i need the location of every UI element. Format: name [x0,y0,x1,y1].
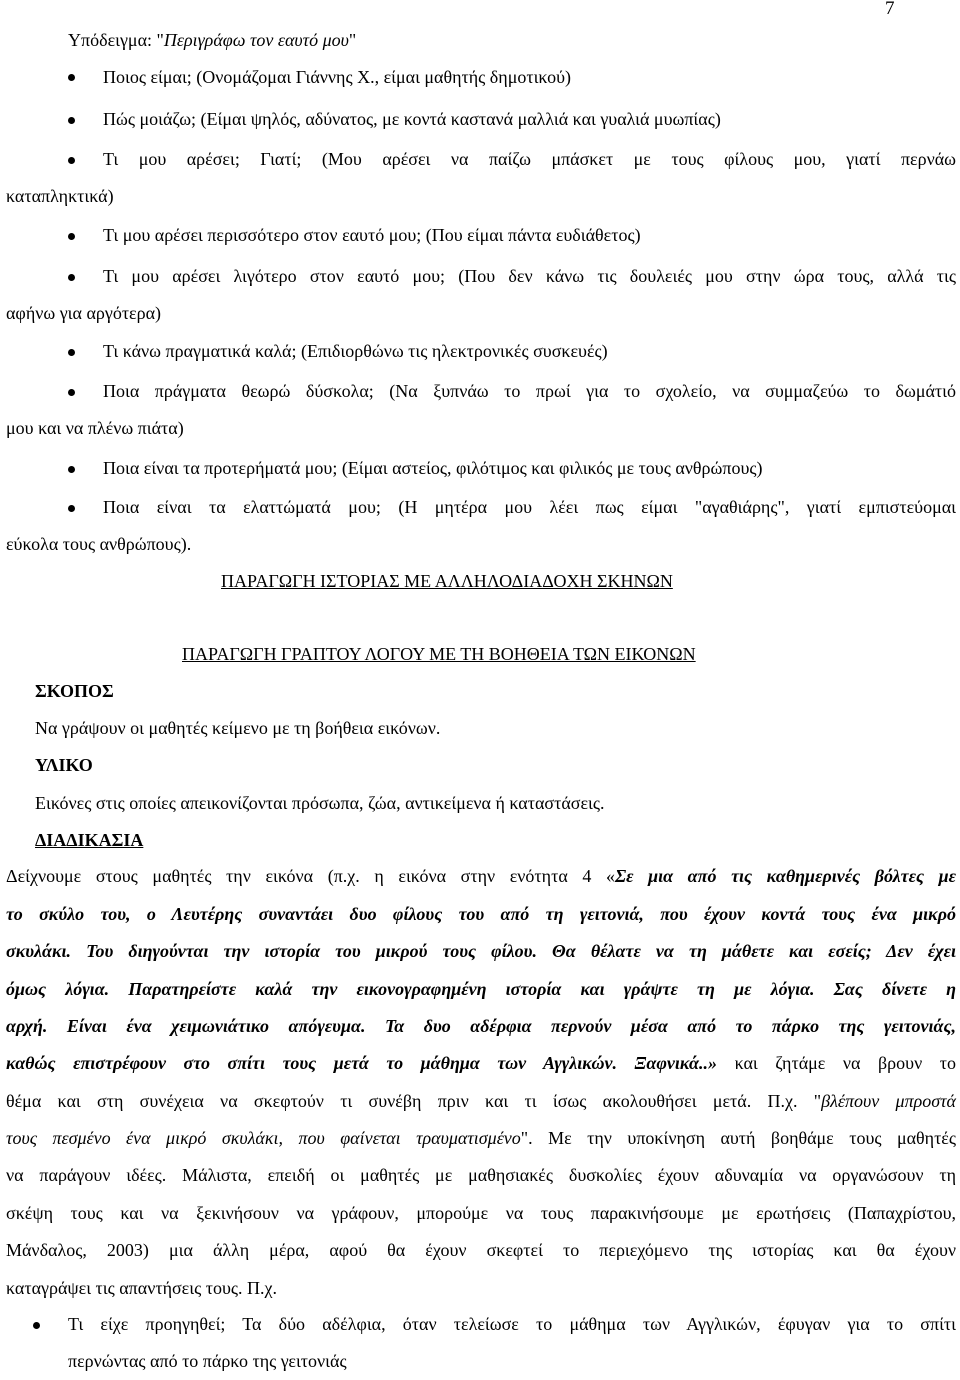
list-item: Τι μου αρέσει λιγότερο στον εαυτό μου; (Που δεν κάνω τις δουλειές μου στην ώρα τους, αλλά τις [103,266,956,286]
scope-text: Να γράψουν οι μαθητές κείμενο με τη βοήθεια εικόνων. [35,718,441,738]
list-item: Ποια είναι τα ελαττώματά μου; (Η μητέρα μου λέει πως είμαι "αγαθιάρης", γιατί εμπιστεύομαι [103,497,956,517]
procedure-line [6,1045,956,1082]
procedure-heading: ΔΙΑΔΙΚΑΣΙΑ [35,830,144,850]
procedure-quote-line: το σκύλο του, ο Λευτέρης συναντάει δυο φίλους του από τη γειτονιά, που έχουν κοντά τους ένα μικρό [6,904,956,924]
scope-heading: ΣΚΟΠΟΣ [35,681,114,701]
procedure-line [6,1120,956,1157]
procedure-text: θέμα και στη συνέχεια να σκεφτούν τι συνέβη πριν και τι ίσως ακολουθήσει μετά. Π.χ. " [6,1091,822,1111]
bullet-icon [68,117,75,124]
bullet-icon [68,157,75,164]
procedure-line: σκέψη τους και να ξεκινήσουν να γράφουν, μπορούμε να τους παρακινήσουμε με ερωτήσεις (Παπαχρίστου, [6,1203,956,1223]
procedure-quote: Σε μια από τις καθημερινές βόλτες με [614,866,957,886]
list-item-continuation: καταπληκτικά) [6,186,114,206]
example-label [68,22,356,59]
procedure-text: ". Με την υποκίνηση αυτή βοηθάμε τους μαθητές [520,1128,956,1148]
bullet-icon [33,1322,40,1329]
example-prefix: Υπόδειγμα: " [68,30,164,50]
procedure-text: και ζητάμε να βρουν το [717,1053,956,1073]
procedure-line: να παράγουν ιδέες. Μάλιστα, επειδή οι μαθητές με μαθησιακές δυσκολίες έχουν αδυναμία να οργανώσουν τη [6,1165,956,1185]
bullet-icon [68,274,75,281]
list-item: Τι είχε προηγηθεί; Τα δύο αδέλφια, όταν τελείωσε το μάθημα των Αγγλικών, έφυγαν για το σπίτι [68,1314,956,1334]
list-item: Τι κάνω πραγματικά καλά; (Επιδιορθώνω τις ηλεκτρονικές συσκευές) [103,341,608,361]
procedure-quote-line: σκυλάκι. Του διηγούνται την ιστορία του μικρού τους φίλου. Θα θέλατε να τη μάθετε και εσείς; Δεν έχει [6,941,956,961]
example-suffix: " [348,30,357,50]
procedure-example: βλέπουν μπροστά [821,1091,956,1111]
list-item: Τι μου αρέσει; Γιατί; (Μου αρέσει να παίζω μπάσκετ με τους φίλους μου, γιατί περνάω [103,149,956,169]
page-number: 7 [885,0,895,19]
list-item: Πώς μοιάζω; (Είμαι ψηλός, αδύνατος, με κοντά καστανά μαλλιά και γυαλιά μυωπίας) [103,109,721,129]
procedure-quote-line: αρχή. Είναι ένα χειμωνιάτικο απόγευμα. Τα δυο αδέρφια περνούν μέσα από το πάρκο της γειτονιάς, [6,1016,956,1036]
list-item: Ποιος είμαι; (Ονομάζομαι Γιάννης Χ., είμαι μαθητής δημοτικού) [103,67,571,87]
list-item-continuation: μου και να πλένω πιάτα) [6,418,184,438]
bullet-icon [68,74,75,81]
list-item: Ποια πράγματα θεωρώ δύσκολα; (Να ξυπνάω το πρωί για το σχολείο, να συμμαζεύω το δωμάτιό [103,381,956,401]
procedure-line [6,858,956,895]
bullet-icon [68,233,75,240]
procedure-line [6,1083,956,1120]
procedure-example: τους πεσμένο ένα μικρό σκυλάκι, που φαίνεται τραυματισμένο [6,1128,521,1148]
procedure-text: Δείχνουμε στους μαθητές την εικόνα (π.χ. η εικόνα στην ενότητα 4 « [6,866,615,886]
procedure-line: καταγράψει τις απαντήσεις τους. Π.χ. [6,1278,277,1298]
list-item-continuation: αφήνω για αργότερα) [6,303,162,323]
procedure-line: Μάνδαλος, 2003) μια άλλη μέρα, αφού θα έχουν σκεφτεί το περιεχόμενο της ιστορίας και θα έχουν [6,1240,956,1260]
list-item: Ποια είναι τα προτερήματά μου; (Είμαι αστείος, φιλότιμος και φιλικός με τους ανθρώπους) [103,458,763,478]
bullet-icon [68,389,75,396]
procedure-quote-line: όμως λόγια. Παρατηρείστε καλά την εικονογραφημένη ιστορία και γράψτε τη με λόγια. Σας δίνετε η [6,979,956,999]
example-title: Περιγράφω τον εαυτό μου [163,30,349,50]
material-heading: ΥΛΙΚΟ [35,755,93,775]
material-text: Εικόνες στις οποίες απεικονίζονται πρόσωπα, ζώα, αντικείμενα ή καταστάσεις. [35,793,605,813]
section-title-writing: ΠΑΡΑΓΩΓΗ ΓΡΑΠΤΟΥ ΛΟΓΟΥ ΜΕ ΤΗ ΒΟΗΘΕΙΑ ΤΩΝ ΕΙΚΟΝΩΝ [182,644,696,664]
list-item-continuation: εύκολα τους ανθρώπους). [6,534,192,554]
bullet-icon [68,349,75,356]
section-title-story: ΠΑΡΑΓΩΓΗ ΙΣΤΟΡΙΑΣ ΜΕ ΑΛΛΗΛΟΔΙΑΔΟΧΗ ΣΚΗΝΩΝ [221,571,673,591]
list-item: Τι μου αρέσει περισσότερο στον εαυτό μου; (Που είμαι πάντα ευδιάθετος) [103,225,641,245]
bullet-icon [68,505,75,512]
bullet-icon [68,466,75,473]
list-item-continuation: περνώντας από το πάρκο της γειτονιάς [68,1351,347,1371]
procedure-quote: καθώς επιστρέφουν στο σπίτι τους μετά το μάθημα των Αγγλικών. Ξαφνικά..» [6,1053,718,1073]
